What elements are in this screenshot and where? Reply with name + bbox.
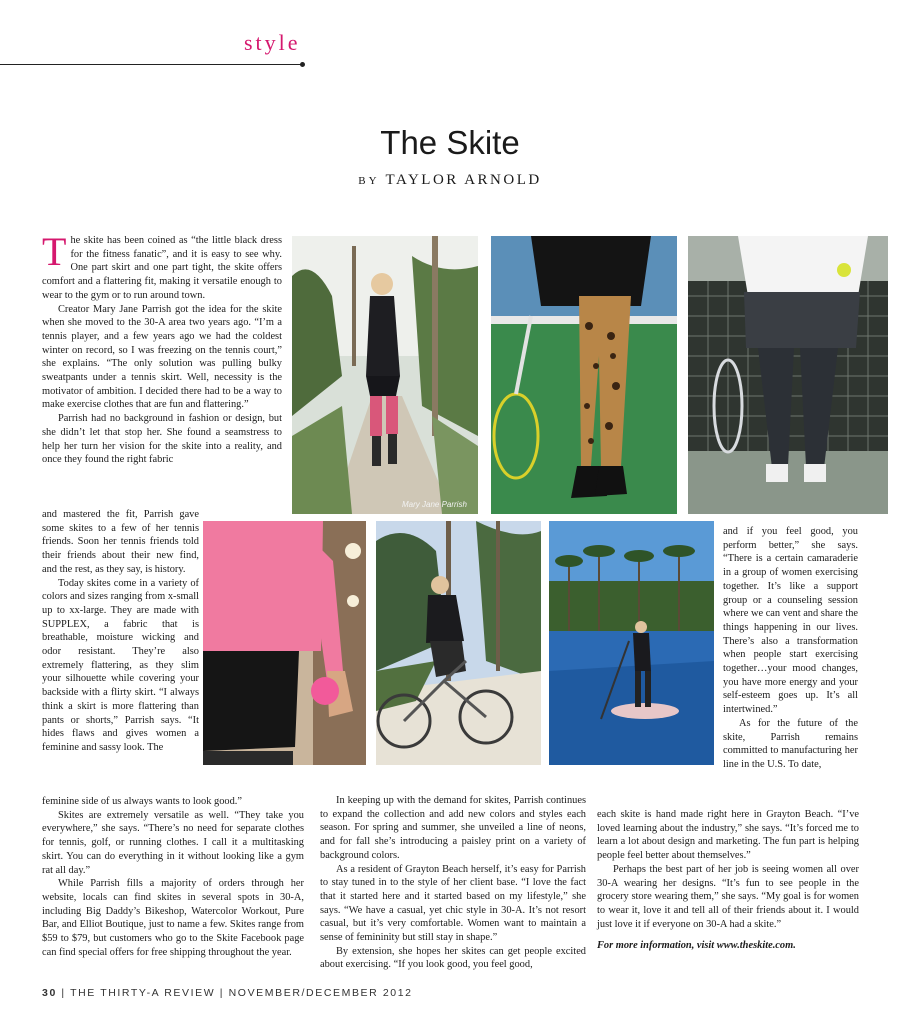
article-byline [0, 172, 900, 189]
photo-bicycle [376, 521, 541, 765]
column-3-bottom [597, 808, 859, 931]
col1-paragraph-3a: Parrish had no background in fashion or design, but she didn’t let that stop her. She found a seamstress to help her turn her vision for the skite into a reality, and once they found the right fabric [42, 413, 282, 466]
column-1-narrow [42, 508, 199, 755]
byline-by: BY [358, 175, 380, 187]
column-2 [320, 794, 586, 972]
col2-paragraph-2: As a resident of Grayton Beach herself, it’s easy for Parrish to stay tuned in to the style of her client base. “I love the fact that it started here and it started based on my lifestyle,” she says. “We have a casual, yet chic style in 30-A. It’s not resort casual, but it’s very comfortable. Women want to maintain a sense of femininity but still stay in shape.” [320, 863, 586, 944]
photo-caption: Mary Jane Parrish [402, 500, 467, 509]
col1-paragraph-5: Skites are extremely versatile as well. “They take you everywhere,” she says. “There’s no need for separate clothes for tennis, golf, or running clothes. I call it a multitasking skirt. You can do everything in it without looking like a gym rat all day.” [42, 809, 304, 876]
photo-tennis-net [688, 236, 888, 514]
drop-cap: T [42, 229, 67, 274]
header-rule [0, 64, 302, 65]
col1-paragraph-1: he skite has been coined as “the little black dress for the fitness fanatic”, and it is easy to see why. One part skirt and one part tight, the skite offers comfort and a flattering fit, making it versatile enough to wear to the gym or to run around town. [42, 235, 282, 301]
column-3-narrow [723, 525, 858, 772]
col3-paragraph-2b: each skite is hand made right here in Grayton Beach. “I’ve loved learning about the industry,” she says. “It’s forced me to learn a lot about design and marketing. The fun part is helping people feel better about themselves.” [597, 809, 859, 862]
col1-paragraph-6: While Parrish fills a majority of orders through her website, locals can find skites in several spots in 30-A, including Big Daddy’s Bikeshop, Watercolor Workout, Pure Bar, and Elliot Boutique, just to name a few. Skites range from $59 to $79, but customers who go to the Skite Facebook page can find special offers for free shipping throughout the year. [42, 878, 304, 958]
article-title: The Skite [380, 124, 520, 161]
photo-paddleboard [549, 521, 714, 765]
col1-paragraph-3b: and mastered the fit, Parrish gave some skites to a few of her tennis friends. Soon her tennis friends told their friends about their new find, and the rest, as they say, is history. [42, 509, 199, 575]
publication-name: THE THIRTY-A REVIEW [70, 987, 216, 999]
col1-paragraph-4-end: feminine side of us always wants to look good.” [42, 796, 242, 807]
footer-separator: | [219, 987, 225, 999]
col2-paragraph-3: By extension, she hopes her skites can get people excited about exercising. “If you look good, you feel good, [320, 945, 586, 971]
header-rule-dot [300, 62, 305, 67]
photo-runner [292, 236, 478, 514]
col1-paragraph-4: Today skites come in a variety of colors and sizes ranging from x-small up to xx-large. They are made with SUPPLEX, a fabric that is breathable, moisture wicking and odor resistant. They’re also extremely flattering, as they slim your silhouette while covering your backside with a flirty skirt. “I always think a skirt is more flattering than pants or shorts,” Parrish says. “It hides flaws and gives women a feminine and sassy look. The [42, 577, 199, 753]
col3-paragraph-2a: As for the future of the skite, Parrish remains committed to manufacturing her line in the U.S. To date, [723, 717, 858, 770]
more-info-link[interactable]: For more information, visit www.theskite.com. [597, 940, 796, 951]
photo-pink-shirt [203, 521, 366, 765]
photo-leopard-tights [491, 236, 677, 514]
col1-paragraph-2: Creator Mary Jane Parrish got the idea for the skite when she moved to the 30-A area two years ago. “I’m a tennis player, and a few years ago we had the coldest winter on record, so I was freezing on the tennis court,” she explains. “The only solution was pulling bulky sweatpants under a tennis skirt. Well, necessity is the motivator of ambition. I decided there had to be a way to make exercise clothes that are fun and flattering.” [42, 303, 282, 411]
page-number: 30 [42, 987, 57, 999]
byline-author: TAYLOR ARNOLD [385, 172, 542, 188]
col3-paragraph-1: and if you feel good, you perform better,” she says. “There is a certain camaraderie in a group of women exercising together. It’s like a support group or a counseling session where we can vent and share the things happening in our lives. There’s also a transformation when people start exercising together…your mood changes, you have more energy and your self-esteem goes up. It’s all intertwined.” [723, 526, 859, 716]
page-footer [42, 987, 413, 999]
footer-separator: | [61, 987, 66, 999]
section-label: style [244, 30, 301, 55]
column-1-top [42, 229, 282, 467]
issue-date: NOVEMBER/DECEMBER 2012 [228, 987, 413, 999]
col3-paragraph-3: Perhaps the best part of her job is seeing women all over 30-A wearing her designs. “It’s fun to see people in the grocery store wearing them,” she says. “My goal is for women to wear it, love it and tell all of their friends about it. I would just love it if everyone on 30-A had a skite.” [597, 863, 859, 930]
col2-paragraph-1: In keeping up with the demand for skites, Parrish continues to expand the collection and add new colors and styles each season. For spring and summer, she unveiled a line of neons, and for fall she’s introducing a paisley print on a variety of background colors. [320, 795, 586, 861]
column-1-bottom [42, 795, 304, 959]
